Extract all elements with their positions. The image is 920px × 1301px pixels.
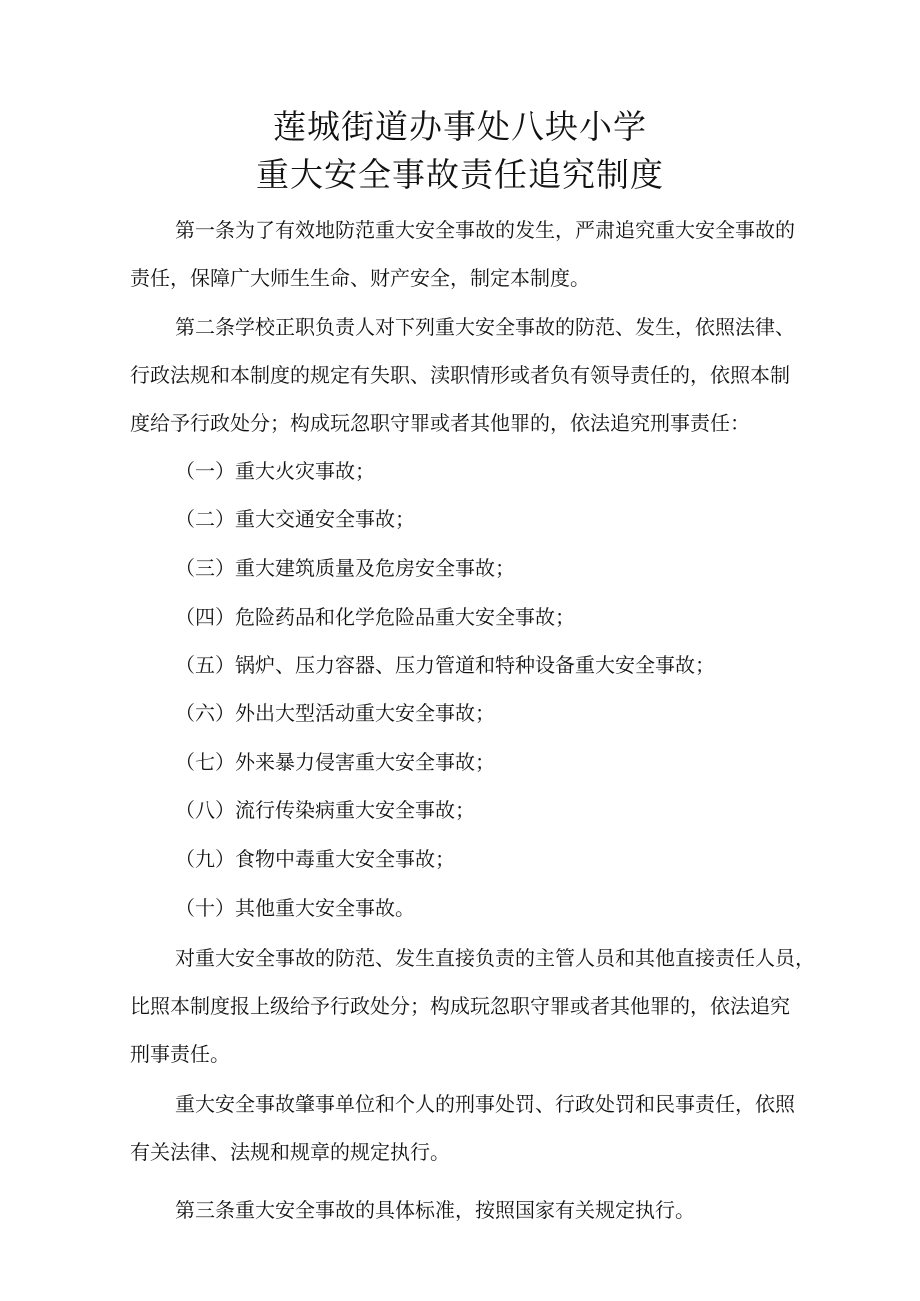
- list-item-7: （七）外来暴力侵害重大安全事故；: [175, 750, 495, 774]
- list-item-2: （二）重大交通安全事故；: [175, 507, 415, 531]
- article-2-line-3: 度给予行政处分；构成玩忽职守罪或者其他罪的，依法追究刑事责任：: [130, 411, 750, 435]
- list-item-1: （一）重大火灾事故；: [175, 459, 375, 483]
- list-item-10: （十）其他重大安全事故。: [175, 896, 415, 920]
- unit-liability-line-1: 重大安全事故肇事单位和个人的刑事处罚、行政处罚和民事责任，依照: [175, 1092, 795, 1116]
- unit-liability-paragraph: [130, 1080, 800, 1176]
- list-item-4: （四）危险药品和化学危险品重大安全事故；: [175, 605, 575, 629]
- document-title-line1: 莲城街道办事处八块小学: [273, 107, 647, 146]
- article-3-paragraph: [130, 1186, 800, 1234]
- list-item-5: （五）锅炉、压力容器、压力管道和特种设备重大安全事故；: [175, 653, 715, 677]
- article-2-line-2: 行政法规和本制度的规定有失职、渎职情形或者负有领导责任的，依照本制: [130, 363, 790, 387]
- article-1-line-1: 第一条为了有效地防范重大安全事故的发生，严肃追究重大安全事故的: [175, 218, 795, 242]
- list-item-8: （八）流行传染病重大安全事故；: [175, 798, 475, 822]
- list-item-3: （三）重大建筑质量及危房安全事故；: [175, 556, 515, 580]
- article-3-line-1: 第三条重大安全事故的具体标准，按照国家有关规定执行。: [175, 1198, 695, 1222]
- article-1-line-2: 责任，保障广大师生生命、财产安全，制定本制度。: [130, 266, 590, 290]
- article-2-line-1: 第二条学校正职负责人对下列重大安全事故的防范、发生，依照法律、: [175, 315, 795, 339]
- unit-liability-line-2: 有关法律、法规和规章的规定执行。: [130, 1140, 450, 1164]
- list-item-6: （六）外出大型活动重大安全事故；: [175, 701, 495, 725]
- direct-responsibility-line-3: 刑事责任。: [130, 1042, 230, 1066]
- direct-responsibility-line-2: 比照本制度报上级给予行政处分；构成玩忽职守罪或者其他罪的，依法追究: [130, 994, 790, 1018]
- document-title-line2: 重大安全事故责任追究制度: [256, 155, 664, 194]
- direct-responsibility-paragraph: [130, 934, 815, 1078]
- direct-responsibility-line-1: 对重大安全事故的防范、发生直接负责的主管人员和其他直接责任人员，: [175, 946, 815, 970]
- article-1-paragraph: [130, 206, 800, 302]
- list-item-9: （九）食物中毒重大安全事故；: [175, 847, 455, 871]
- article-2-paragraph: [130, 303, 800, 447]
